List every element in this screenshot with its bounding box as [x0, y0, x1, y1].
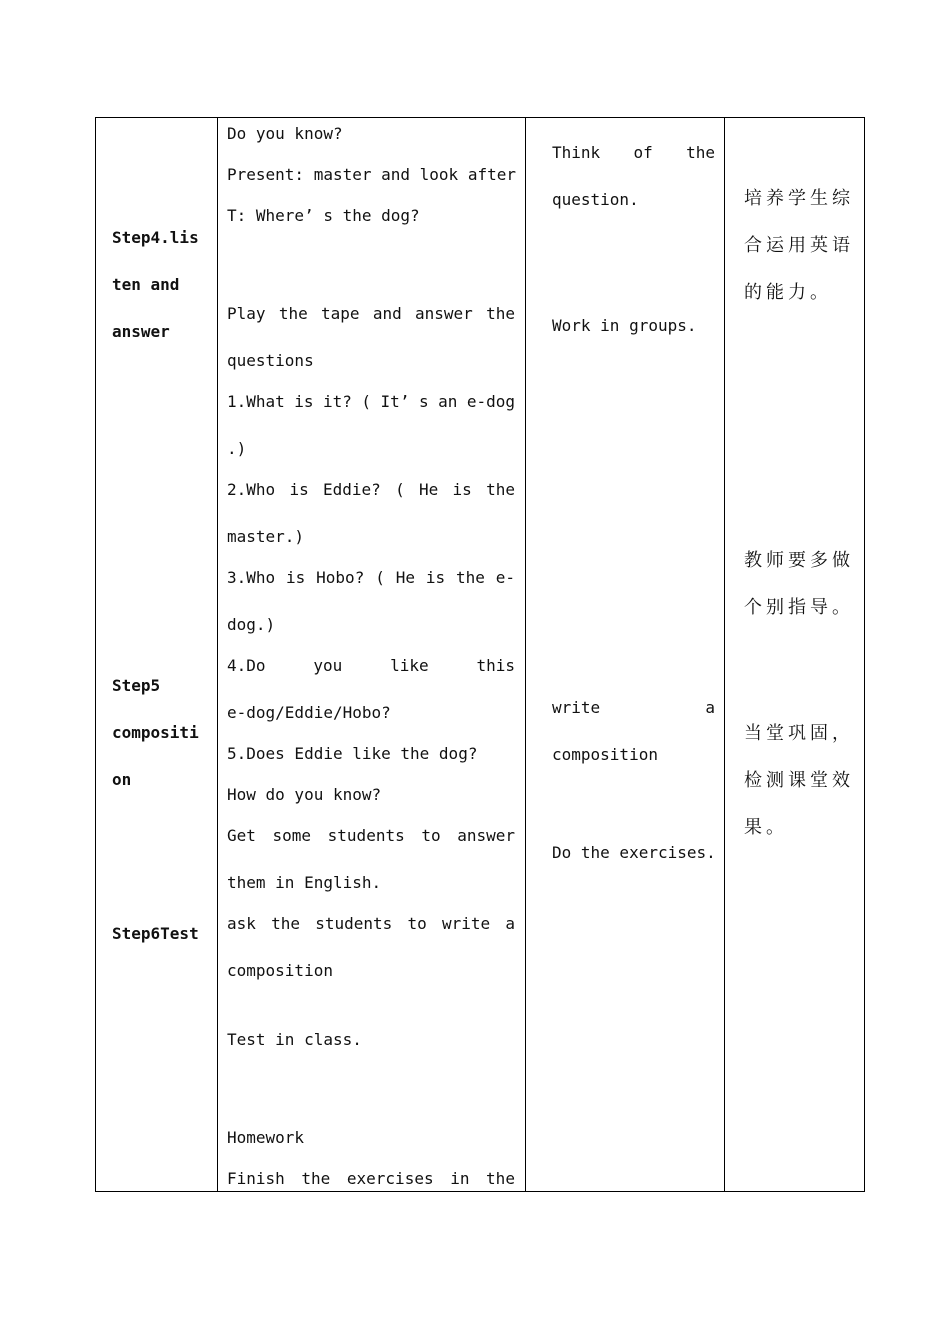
teacher-line — [227, 914, 515, 934]
word: Play — [227, 304, 266, 323]
purpose-line: 培养学生综 — [744, 188, 854, 209]
purpose-line: 教师要多做 — [744, 550, 854, 571]
word: s — [418, 392, 429, 411]
word: a — [505, 914, 515, 933]
word: He — [419, 480, 439, 499]
teacher-line: Present: master and look after — [227, 165, 516, 184]
word: is — [286, 568, 306, 587]
step5-title: Step5 — [112, 676, 161, 695]
teacher-line: them in English. — [227, 873, 382, 892]
question-5: 5.Does Eddie like the dog? — [227, 744, 478, 763]
teacher-line — [227, 826, 515, 846]
step4-title: answer — [112, 322, 170, 341]
step4-title: ten and — [112, 275, 180, 294]
step5-title: on — [112, 770, 132, 789]
teacher-line: e-dog/Eddie/Hobo? — [227, 703, 391, 722]
teacher-line: composition — [227, 961, 333, 980]
word: it? — [323, 392, 352, 411]
word: Eddie? — [323, 480, 381, 499]
word: of — [633, 143, 653, 162]
word: e- — [495, 568, 515, 587]
purpose-line: 合运用英语 — [744, 235, 854, 256]
word: and — [372, 304, 402, 323]
word: students — [315, 914, 393, 933]
word: Think — [552, 143, 601, 162]
word: the — [486, 304, 515, 323]
word: is — [289, 480, 309, 499]
word: 1.What — [227, 392, 285, 411]
question-3 — [227, 568, 515, 588]
teacher-line: Test in class. — [227, 1030, 362, 1049]
question-1 — [227, 392, 515, 412]
purpose-line: 果。 — [744, 817, 788, 838]
word: the — [278, 304, 308, 323]
word: the — [271, 914, 301, 933]
teacher-line: Do you know? — [227, 124, 343, 143]
purpose-line: 的能力。 — [744, 282, 832, 303]
question-4 — [227, 656, 515, 676]
question-2 — [227, 480, 515, 500]
student-line: Do the exercises. — [552, 843, 716, 862]
word: the — [686, 143, 715, 162]
teacher-line — [227, 1169, 515, 1189]
word: the — [301, 1169, 331, 1188]
word: students — [327, 826, 405, 845]
word: It’ — [380, 392, 410, 411]
word: answer — [415, 304, 473, 323]
word: ( — [361, 392, 372, 411]
word: a — [705, 698, 715, 717]
column-divider — [217, 118, 218, 1191]
word: is — [452, 480, 472, 499]
word: the — [455, 568, 485, 587]
homework-heading: Homework — [227, 1128, 305, 1147]
teacher-line: dog.) — [227, 615, 276, 634]
word: 3.Who — [227, 568, 276, 587]
student-line: question. — [552, 190, 639, 209]
purpose-line: 当堂巩固， — [744, 723, 854, 744]
word: is — [294, 392, 314, 411]
step4-title: Step4.lis — [112, 228, 199, 247]
word: in — [450, 1169, 470, 1188]
word: you — [313, 656, 343, 675]
student-line: Work in groups. — [552, 316, 697, 335]
teacher-line: questions — [227, 351, 314, 370]
word: 4.Do — [227, 656, 266, 675]
word: Finish — [227, 1169, 285, 1188]
step5-title: compositi — [112, 723, 199, 742]
word: 2.Who — [227, 480, 276, 499]
word: answer — [457, 826, 515, 845]
word: to — [407, 914, 427, 933]
word: ask — [227, 914, 256, 933]
column-divider — [525, 118, 526, 1191]
word: ( — [395, 480, 405, 499]
word: the — [486, 480, 515, 499]
word: like — [390, 656, 429, 675]
word: Get — [227, 826, 256, 845]
lesson-plan-table — [95, 117, 865, 1192]
word: an — [438, 392, 458, 411]
student-line — [552, 698, 715, 718]
word: write — [441, 914, 491, 933]
word: this — [476, 656, 515, 675]
word: tape — [321, 304, 360, 323]
word: Hobo? — [316, 568, 365, 587]
teacher-line: How do you know? — [227, 785, 382, 804]
word: is — [425, 568, 446, 587]
word: some — [272, 826, 312, 845]
purpose-line: 个别指导。 — [744, 597, 854, 618]
teacher-line: master.) — [227, 527, 305, 546]
teacher-line: T: Where’ s the dog? — [227, 206, 420, 225]
word: to — [421, 826, 441, 845]
step6-title: Step6Test — [112, 924, 199, 943]
word: ( — [375, 568, 385, 587]
teacher-line — [227, 304, 515, 324]
word: e-dog — [466, 392, 515, 411]
word: the — [486, 1169, 515, 1188]
word: write — [552, 698, 601, 717]
student-line — [552, 143, 715, 163]
word: He — [395, 568, 415, 587]
student-line: composition — [552, 745, 658, 764]
teacher-line: .) — [227, 439, 247, 458]
column-divider — [724, 118, 725, 1191]
purpose-line: 检测课堂效 — [744, 770, 854, 791]
word: exercises — [346, 1169, 434, 1188]
